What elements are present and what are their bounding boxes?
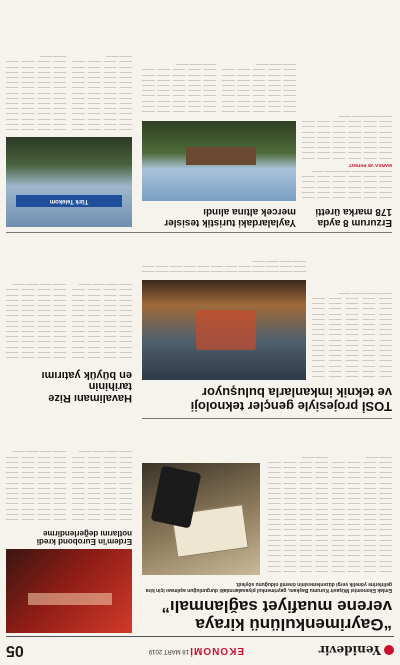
credit-body-col-1: ——— ——— ——— ——— ——— ——— ——— ——— ——— ——— ——— ——— ——— ——— ——— ——— ——— ——— ——— ——— ——— ——— ——— ——— ——— ——— ——— ——— ——— ——— ——— ——— ——— ——— ——— ——— ——— ——— ——— ——— ——— ——— ——— ——— ——— ——— ——— ——— ——— ——— ——— ——— ——— ——— ——— ——— bbox=[72, 450, 132, 523]
dateline: 18 MART 2019 bbox=[148, 648, 189, 654]
photo-banner: Türk Telekom bbox=[16, 195, 122, 207]
robot-shape bbox=[196, 310, 256, 350]
rize-body-col-2: ——— ——— ——— ——— ——— ——— ——— ——— ——— ——— ——— ——— ——— ——— ——— ——— ——— ——— ——— ——— ——— ——— ——— ——— ——— ——— ——— ——— ——— ——— ——— ——— ——— ——— ——— ——— ——— ——— ——— ——— ——— ——— ——— ——— ——— ——— ——— ——— ——— ——— ——— ——— ——— ——— ——— ——— ——— ——— ——— ——— bbox=[6, 283, 66, 361]
erzurum-headline bbox=[302, 206, 392, 227]
rize-headline-line-2: tarihinin bbox=[88, 380, 132, 393]
divider bbox=[6, 232, 392, 233]
brand-name: Yenidevir bbox=[318, 643, 381, 657]
credit-body-col-2: ——— ——— ——— ——— ——— ——— ——— ——— ——— ——— ——— ——— ——— ——— ——— ——— ——— ——— ——— ——— ——— ——— ——— ——— ——— ——— ——— ——— ——— ——— ——— ——— ——— ——— ——— ——— ——— ——— ——— ——— ——— ——— ——— ——— ——— ——— ——— ——— ——— ——— ——— ——— ——— ——— ——— ——— bbox=[6, 450, 66, 523]
tosi-headline-line-1: TOSİ projesiyle gençler teknoloji bbox=[190, 399, 392, 414]
airport-body-col-2: ——— ——— ——— ——— ——— ——— ——— ——— ——— ——— ——— ——— ——— ——— ——— ——— ——— ——— ——— ——— ——— ——— ——— ——— ——— ——— ——— ——— ——— ——— ——— ——— ——— ——— ——— ——— ——— ——— ——— ——— ——— ——— ——— ——— ——— ——— ——— ——— ——— ——— ——— ——— ——— ——— ——— ——— ——— ——— bbox=[6, 55, 66, 133]
rize-headline-line-1: Havalimanı Rize bbox=[48, 392, 132, 404]
tourism-headline-line-1: Yaylalardaki turistik tesisler bbox=[164, 217, 296, 228]
erzurum-body: ——— ——— ——— ——— ——— ——— ——— ——— ——— ——— ——— ——— ——— ——— ——— ——— ——— ——— ——— ——— ——— ——— ——— ——— ——— ——— ——— ——— ——— ——— ——— ——— ——— ——— ——— ——— MARKA VE PATENT ——— ——— ——— ——— ——— ——— ——— ——— ——— ——— ——— ——— ——— ——— ——— ——— ——— ——— ——— ——— ——— ——— ——— ——— ——— ——— ——— ——— ——— ——— ——— ——— ——— ——— ——— ——— ——— ——— ——— ——— ——— ——— ——— ——— ——— ——— ——— ——— ——— ——— ——— ——— bbox=[302, 114, 392, 201]
rize-headline bbox=[6, 368, 132, 403]
rize-body-col-1: ——— ——— ——— ——— ——— ——— ——— ——— ——— ——— ——— ——— ——— ——— ——— ——— ——— ——— ——— ——— ——— ——— ——— ——— ——— ——— ——— ——— ——— ——— ——— ——— ——— ——— ——— ——— ——— ——— ——— ——— ——— ——— ——— ——— ——— ——— ——— ——— ——— ——— ——— ——— ——— ——— ——— ——— ——— ——— ——— ——— bbox=[72, 283, 132, 361]
photo-highlight bbox=[28, 593, 112, 605]
credit-headline-line-1: Erdem'in Eurobond kredi bbox=[36, 537, 132, 546]
erzurum-headline-line-1: Erzurum 8 ayda bbox=[317, 217, 392, 228]
airport-photo bbox=[6, 137, 132, 227]
divider bbox=[142, 418, 392, 419]
right-top-photo bbox=[6, 549, 132, 633]
lead-headline-line-2: verene muafiyet sağlanmalı” bbox=[161, 597, 392, 617]
tourism-headline bbox=[142, 206, 296, 227]
lead-headline bbox=[142, 597, 392, 633]
tosi-headline bbox=[142, 386, 392, 413]
credit-headline-line-2: notlarını değerlendirme bbox=[43, 528, 132, 538]
masthead bbox=[6, 636, 394, 659]
erzurum-headline-line-2: 178 marka üretti bbox=[315, 206, 392, 218]
rize-headline-line-3: en büyük yatırımı bbox=[41, 368, 132, 381]
tourism-headline-line-2: mercek altına alındı bbox=[203, 206, 296, 218]
tosi-body-col-1: ——— ——— ——— ——— ——— ——— ——— ——— ——— ——— ——— ——— ——— ——— ——— ——— ——— ——— ——— ——— ——— ——— ——— ——— ——— ——— ——— ——— ——— ——— ——— ——— ——— ——— ——— ——— ——— ——— ——— ——— ——— ——— ——— ——— ——— ——— ——— ——— ——— ——— ——— ——— ——— ——— ——— ——— ——— ——— ——— ——— ——— ——— ——— ——— ——— ——— ——— ——— ——— ——— ——— ——— ——— ——— ——— ——— ——— ——— ——— ——— ——— ——— ——— ——— bbox=[312, 291, 392, 380]
lead-headline-line-1: “Gayrimenkulünü kiraya bbox=[195, 615, 392, 634]
page-number: 05 bbox=[6, 642, 24, 659]
tourism-body-col-2: ——— ——— ——— ——— ——— ——— ——— ——— ——— ——— ——— ——— ——— ——— ——— ——— ——— ——— ——— ——— ——— ——— ——— ——— ——— ——— ——— ——— ——— ——— ——— ——— ——— ——— ——— ——— ——— ——— ——— ——— ——— ——— ——— ——— ——— ——— ——— ——— bbox=[142, 63, 216, 115]
brand-mark-icon bbox=[384, 645, 394, 655]
lead-body-col-2: ——— ——— ——— ——— ——— ——— ——— ——— ——— ——— ——— ——— ——— ——— ——— ——— ——— ——— ——— ——— ——— ——— ——— ——— ——— ——— ——— ——— ——— ——— ——— ——— ——— ——— ——— ——— ——— ——— ——— ——— ——— ——— ——— ——— ——— ——— ——— ——— ——— ——— ——— ——— ——— ——— ——— ——— ——— ——— ——— ——— ——— ——— ——— ——— ——— ——— ——— ——— ——— ——— ——— ——— ——— ——— ——— ——— ——— ——— ——— ——— ——— ——— ——— ——— ——— ——— ——— ——— ——— ——— bbox=[268, 455, 328, 575]
lead-deck: Emlak Ekonomisi Müşavir Kurumu Başkanı, gayrimenkul piyasalarındaki durgunluğun aşılması için kira gelirlerine yönelik vergi düzenlemesinin önemli olduğunu söyledi. bbox=[145, 581, 392, 593]
lead-photo bbox=[142, 463, 260, 575]
tourism-photo bbox=[142, 121, 296, 201]
tosi-caption: ——— ——— ——— ——— ——— ——— ——— ——— ——— ——— ——— ——— ——— ——— ——— ——— ——— ——— ——— ——— ——— ——— ——— ——— ——— ——— ——— ——— bbox=[142, 259, 306, 275]
brand-logo bbox=[319, 643, 394, 657]
section-label: EKONOMİ bbox=[189, 645, 244, 656]
credit-headline bbox=[6, 528, 132, 545]
airport-body-col-1: ——— ——— ——— ——— ——— ——— ——— ——— ——— ——— ——— ——— ——— ——— ——— ——— ——— ——— ——— ——— ——— ——— ——— ——— ——— ——— ——— ——— ——— ——— ——— ——— ——— ——— ——— ——— ——— ——— ——— ——— ——— ——— ——— ——— ——— ——— ——— ——— ——— ——— ——— ——— ——— ——— ——— ——— ——— ——— bbox=[72, 55, 132, 133]
building-shape bbox=[186, 147, 256, 165]
tourism-body-col-1: ——— ——— ——— ——— ——— ——— ——— ——— ——— ——— ——— ——— ——— ——— ——— ——— ——— ——— ——— ——— ——— ——— ——— ——— ——— ——— ——— ——— ——— ——— ——— ——— ——— ——— ——— ——— ——— ——— ——— ——— ——— ——— ——— ——— ——— ——— ——— ——— bbox=[222, 63, 296, 115]
erzurum-subhead: MARKA VE PATENT bbox=[348, 162, 392, 168]
tosi-headline-line-2: ve teknik imkanlarla buluşuyor bbox=[201, 385, 392, 401]
tosi-photo bbox=[142, 280, 306, 380]
lead-body-col-1: ——— ——— ——— ——— ——— ——— ——— ——— ——— ——— ——— ——— ——— ——— ——— ——— ——— ——— ——— ——— ——— ——— ——— ——— ——— ——— ——— ——— ——— ——— ——— ——— ——— ——— ——— ——— ——— ——— ——— ——— ——— ——— ——— ——— ——— ——— ——— ——— ——— ——— ——— ——— ——— ——— ——— ——— ——— ——— ——— ——— ——— ——— ——— ——— ——— ——— ——— ——— ——— ——— ——— ——— ——— ——— ——— ——— ——— ——— ——— ——— ——— ——— ——— ——— ——— ——— ——— ——— ——— ——— bbox=[332, 455, 392, 575]
